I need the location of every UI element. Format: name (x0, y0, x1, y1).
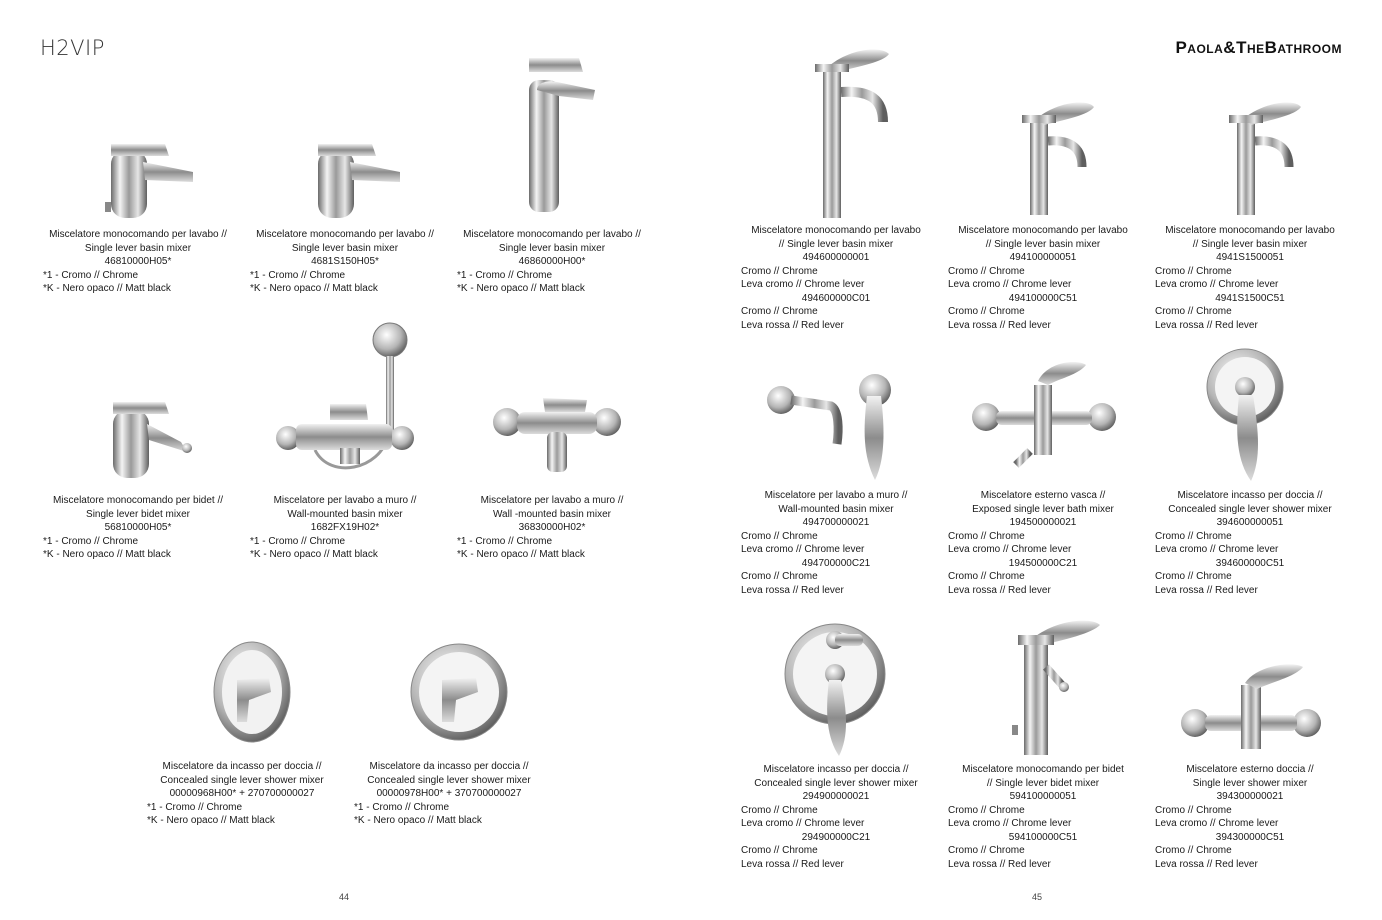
finish-option: Cromo // Chrome (1155, 571, 1232, 582)
product-card[interactable] (250, 70, 440, 300)
concealed-round-mixer-icon (364, 630, 534, 755)
basin-mixer-icon (260, 90, 430, 225)
product-title: Miscelatore monocomando per lavabo (1165, 225, 1335, 236)
product-title: Miscelatore esterno doccia // (1186, 764, 1314, 775)
finish-option: Cromo // Chrome (741, 571, 818, 582)
product-code: 36830000H02* (518, 522, 586, 533)
finish-option: Leva rossa // Red lever (741, 858, 844, 870)
finish-option: *1 - Cromo // Chrome (250, 269, 346, 281)
product-code: 494700000021 (802, 517, 870, 528)
finish-option: Cromo // Chrome (948, 804, 1025, 816)
finish-option: Leva cromo // Chrome lever (1155, 279, 1279, 290)
product-code: 00000968H00* + 270700000027 (169, 788, 315, 799)
finish-option: Leva cromo // Chrome lever (741, 544, 865, 555)
product-code: 494100000C51 (1008, 292, 1078, 304)
product-title: Miscelatore monocomando per bidet (962, 764, 1124, 775)
finish-option: *K - Nero opaco // Matt black (147, 815, 275, 826)
bidet-mixer-icon (53, 360, 223, 485)
product-code: 46860000H00* (518, 256, 586, 267)
finish-option: Cromo // Chrome (741, 845, 818, 856)
product-card[interactable] (147, 630, 337, 830)
finish-option: *1 - Cromo // Chrome (457, 269, 553, 281)
bath-shower-mixer-icon (260, 320, 430, 485)
product-card[interactable] (741, 360, 931, 600)
product-code: 494700000C21 (801, 557, 871, 569)
product-title: Miscelatore per lavabo a muro // (764, 490, 908, 501)
finish-option: Cromo // Chrome (1155, 265, 1232, 277)
product-subtitle: Single lever bidet mixer (86, 508, 190, 520)
finish-option: Cromo // Chrome (1155, 845, 1232, 856)
product-code: 294900000021 (802, 791, 870, 802)
product-code: 294900000C21 (801, 831, 871, 843)
product-card[interactable] (741, 610, 931, 870)
exposed-shower-lever-mixer-icon (1165, 605, 1335, 755)
product-code: 494600000C01 (801, 292, 871, 304)
left-page (0, 0, 690, 920)
product-title: Miscelatore monocomando per lavabo (751, 225, 921, 236)
product-card[interactable] (43, 70, 233, 300)
finish-option: *K - Nero opaco // Matt black (250, 283, 378, 294)
finish-option: Leva cromo // Chrome lever (948, 818, 1072, 829)
finish-option: Leva rossa // Red lever (948, 319, 1051, 331)
product-title: Miscelatore per lavabo a muro // (480, 495, 624, 506)
finish-option: Cromo // Chrome (741, 306, 818, 317)
brand-logo-left: H2VIP (40, 36, 105, 60)
product-code: 394300000C51 (1215, 831, 1285, 843)
finish-option: Leva rossa // Red lever (948, 584, 1051, 596)
finish-option: Cromo // Chrome (741, 265, 818, 277)
product-card[interactable] (1155, 605, 1345, 870)
product-title: Miscelatore monocomando per lavabo // (256, 229, 434, 240)
finish-option: *K - Nero opaco // Matt black (457, 549, 585, 560)
finish-option: *K - Nero opaco // Matt black (354, 815, 482, 826)
product-code: 46810000H05* (104, 256, 172, 267)
product-subtitle: Exposed single lever bath mixer (972, 503, 1114, 515)
lever-tap-icon (958, 95, 1128, 220)
product-code: 594100000C51 (1008, 831, 1078, 843)
product-title: Miscelatore per lavabo a muro // (273, 495, 417, 506)
finish-option: Leva rossa // Red lever (948, 858, 1051, 870)
product-card[interactable] (948, 95, 1138, 340)
tall-basin-mixer-icon (467, 50, 637, 215)
finish-option: Cromo // Chrome (948, 265, 1025, 277)
product-code: 394600000051 (1216, 517, 1284, 528)
product-code: 594100000051 (1009, 791, 1077, 802)
finish-option: *1 - Cromo // Chrome (354, 801, 450, 813)
page-number-left: 44 (339, 892, 350, 902)
exposed-bath-mixer-icon (958, 355, 1128, 485)
concealed-oval-mixer-icon (157, 630, 327, 755)
product-subtitle: // Single lever basin mixer (1192, 238, 1308, 250)
product-title: Miscelatore da incasso per doccia // (369, 761, 529, 772)
product-title: Miscelatore da incasso per doccia // (162, 761, 322, 772)
product-subtitle: // Single lever bidet mixer (986, 777, 1100, 789)
finish-option: *K - Nero opaco // Matt black (250, 549, 378, 560)
finish-option: *1 - Cromo // Chrome (43, 535, 139, 547)
finish-option: *1 - Cromo // Chrome (457, 535, 553, 547)
product-title: Miscelatore monocomando per bidet // (52, 495, 224, 506)
product-card[interactable] (457, 370, 647, 570)
product-subtitle: // Single lever basin mixer (985, 238, 1101, 250)
product-code: 56810000H05* (104, 522, 172, 533)
product-card[interactable] (1155, 95, 1345, 340)
product-code: 494100000051 (1009, 252, 1077, 263)
finish-option: Leva rossa // Red lever (1155, 858, 1258, 870)
product-subtitle: Concealed single lever shower mixer (367, 774, 531, 786)
lever-tap-icon (1165, 95, 1335, 220)
page-number-right: 45 (1032, 892, 1043, 902)
finish-option: Leva cromo // Chrome lever (948, 544, 1072, 555)
product-code: 394300000021 (1216, 791, 1284, 802)
finish-option: *1 - Cromo // Chrome (250, 535, 346, 547)
concealed-lever-mixer-icon (1165, 345, 1335, 485)
finish-option: Cromo // Chrome (948, 306, 1025, 317)
product-card[interactable] (1155, 345, 1345, 600)
product-card[interactable] (948, 615, 1138, 870)
product-subtitle: Single lever basin mixer (84, 242, 192, 254)
product-card[interactable] (354, 630, 544, 830)
lever-bidet-mixer-icon (958, 615, 1128, 760)
product-title: Miscelatore monocomando per lavabo (958, 225, 1128, 236)
product-code: 194500000C21 (1008, 557, 1078, 569)
basin-mixer-icon (53, 90, 223, 225)
product-subtitle: Wall -mounted basin mixer (492, 508, 611, 520)
product-subtitle: Wall-mounted basin mixer (778, 503, 894, 515)
product-card[interactable] (948, 355, 1138, 600)
product-code: 4941S1500051 (1216, 252, 1284, 263)
finish-option: Leva rossa // Red lever (741, 319, 844, 331)
finish-option: *1 - Cromo // Chrome (43, 269, 139, 281)
finish-option: Cromo // Chrome (741, 804, 818, 816)
finish-option: Leva rossa // Red lever (1155, 584, 1258, 596)
product-code: 494600000001 (802, 252, 870, 263)
product-title: Miscelatore monocomando per lavabo // (463, 229, 641, 240)
product-subtitle: Concealed single lever shower mixer (160, 774, 324, 786)
product-title: Miscelatore esterno vasca // (980, 490, 1106, 501)
product-title: Miscelatore monocomando per lavabo // (49, 229, 227, 240)
finish-option: Leva cromo // Chrome lever (1155, 818, 1279, 829)
product-subtitle: Single lever basin mixer (291, 242, 399, 254)
product-code: 00000978H00* + 370700000027 (376, 788, 522, 799)
finish-option: Cromo // Chrome (1155, 804, 1232, 816)
product-code: 4941S1500C51 (1215, 292, 1285, 304)
product-code: 1682FX19H02* (310, 522, 380, 533)
finish-option: Leva rossa // Red lever (741, 584, 844, 596)
product-card[interactable] (250, 320, 440, 570)
product-card[interactable] (457, 40, 647, 300)
product-subtitle: Wall-mounted basin mixer (287, 508, 403, 520)
product-code: 194500000021 (1009, 517, 1077, 528)
finish-option: Cromo // Chrome (948, 845, 1025, 856)
finish-option: Leva cromo // Chrome lever (948, 279, 1072, 290)
product-subtitle: Concealed single lever shower mixer (1168, 503, 1332, 515)
finish-option: *K - Nero opaco // Matt black (43, 549, 171, 560)
product-subtitle: Single lever shower mixer (1192, 777, 1308, 789)
finish-option: Cromo // Chrome (1155, 306, 1232, 317)
finish-option: Leva cromo // Chrome lever (1155, 544, 1279, 555)
concealed-diverter-mixer-icon (751, 610, 921, 758)
wall-shower-mixer-icon (467, 370, 637, 485)
product-subtitle: // Single lever basin mixer (778, 238, 894, 250)
right-page (691, 0, 1382, 920)
finish-option: Leva cromo // Chrome lever (741, 279, 865, 290)
product-code: 4681S150H05* (311, 256, 379, 267)
product-code: 394600000C51 (1215, 557, 1285, 569)
product-subtitle: Single lever basin mixer (498, 242, 606, 254)
finish-option: *K - Nero opaco // Matt black (457, 283, 585, 294)
product-subtitle: Concealed single lever shower mixer (754, 777, 918, 789)
product-title: Miscelatore incasso per doccia // (763, 764, 909, 775)
finish-option: Leva rossa // Red lever (1155, 319, 1258, 331)
finish-option: Cromo // Chrome (741, 530, 818, 542)
product-title: Miscelatore incasso per doccia // (1177, 490, 1323, 501)
product-card[interactable] (741, 40, 931, 340)
finish-option: Leva cromo // Chrome lever (741, 818, 865, 829)
brand-logo-right: Paola&TheBathroom (1175, 38, 1342, 57)
finish-option: Cromo // Chrome (948, 571, 1025, 582)
product-card[interactable] (43, 360, 233, 570)
wall-spout-lever-icon (751, 360, 921, 485)
finish-option: Cromo // Chrome (1155, 530, 1232, 542)
tall-lever-tap-icon (751, 40, 921, 220)
finish-option: *K - Nero opaco // Matt black (43, 283, 171, 294)
finish-option: Cromo // Chrome (948, 530, 1025, 542)
finish-option: *1 - Cromo // Chrome (147, 801, 243, 813)
